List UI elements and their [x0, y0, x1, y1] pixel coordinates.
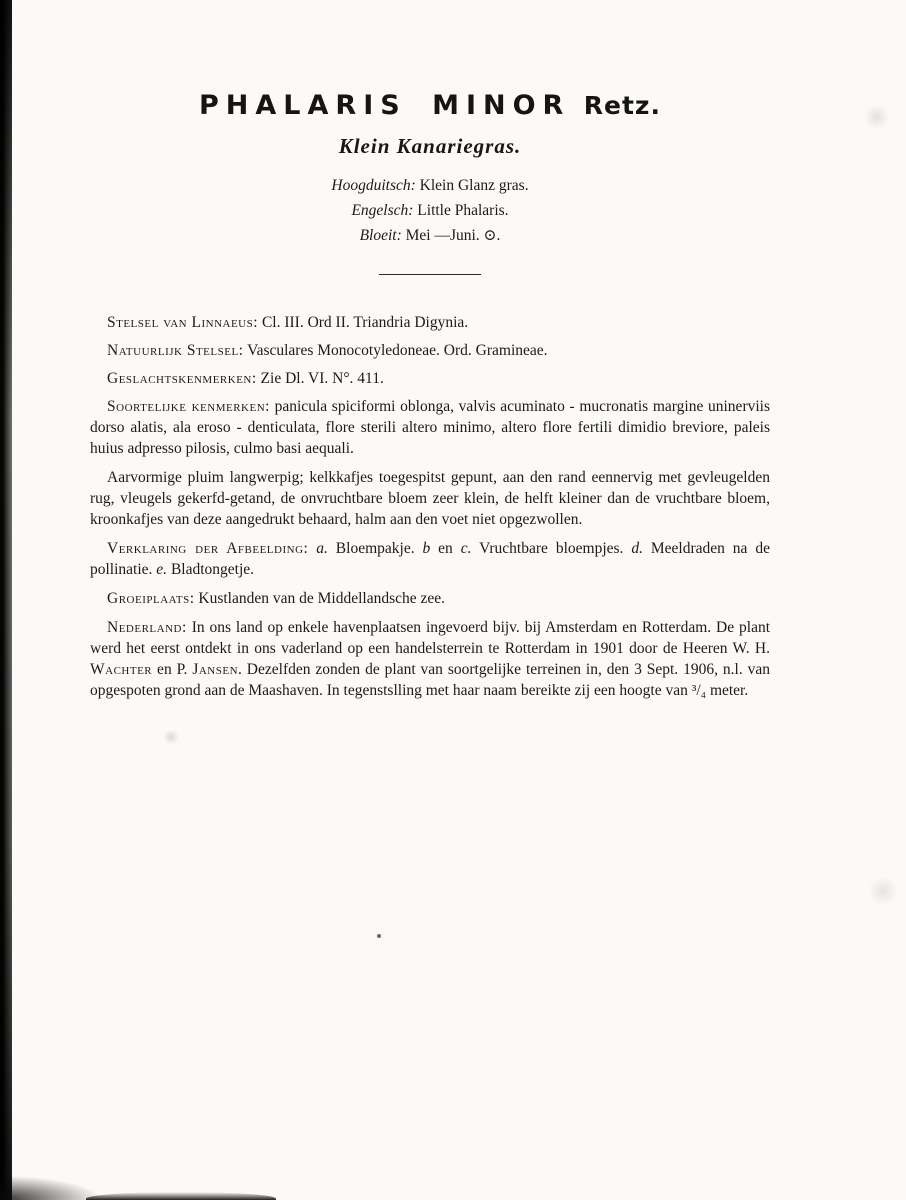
section-genus-characters	[90, 368, 770, 389]
section-text: panicula spiciformi oblonga, valvis acuminato - mucronatis margine uninerviis dorso alatis, ala eroso - denticulata, flore sterili altero minimo, altero flore fertili dimidio breviore, paleis huius adpresso pilosis, culmo basi aequali.	[90, 398, 770, 457]
header-label: Hoogduitsch:	[331, 177, 416, 194]
header-lines	[90, 173, 770, 248]
section-text: Zie Dl. VI. N°. 411.	[260, 370, 384, 387]
header-text: Mei —Juni. ⊙.	[405, 227, 501, 244]
scan-artifact	[868, 876, 898, 906]
scan-artifact	[377, 934, 381, 938]
page-subtitle: Klein Kanariegras.	[338, 134, 522, 158]
header-line-hoogduitsch	[90, 173, 770, 198]
scan-edge-left	[0, 0, 12, 1200]
section-label: Geslachtskenmerken:	[107, 370, 257, 387]
section-figure-explanation	[90, 538, 770, 580]
section-label: Natuurlijk Stelsel:	[107, 342, 244, 359]
section-label: Nederland:	[107, 619, 187, 636]
section-text: Kustlanden van de Middellandsche zee.	[198, 590, 446, 607]
scan-artifact	[162, 730, 180, 744]
section-species-characters	[90, 396, 770, 459]
scan-artifact	[864, 104, 890, 130]
section-text: en P.	[152, 661, 193, 678]
section-text: Bladtongetje.	[167, 561, 255, 578]
section-natural-system	[90, 340, 770, 361]
species-title-name: PHALARIS MINOR	[199, 90, 571, 121]
section-text: Vruchtbare bloempjes.	[471, 540, 632, 557]
scan-edge-bottom	[86, 1192, 276, 1200]
section-text: In ons land op enkele havenplaatsen ingevoerd bijv. bij Amsterdam en Rotterdam. De plant werd het eerst ontdekt in ons vaderland op een handelsterrein te Rotterdam in 1901 door de Heeren W. H.	[90, 619, 771, 657]
header-label: Bloeit:	[359, 227, 402, 244]
figure-letter: b	[422, 540, 431, 557]
body-text	[90, 312, 770, 701]
section-text: Cl. III. Ord II. Triandria Digynia.	[261, 314, 469, 331]
section-text: . Dezelfden zonden de plant van soortgelijke terreinen in, den 3 Sept. 1906, n.l. van opgespoten grond aan de Maashaven. In tegenstslling met haar naam bereikte zij een hoogte van ³/₄ meter.	[90, 661, 770, 699]
scan-corner-bottom-left	[0, 1176, 100, 1200]
header-label: Engelsch:	[351, 202, 414, 219]
section-habitat	[90, 588, 770, 609]
section-label: Groeiplaats:	[107, 590, 195, 607]
header-text: Klein Glanz gras.	[419, 177, 529, 194]
figure-letter: a.	[316, 540, 328, 557]
section-text: Vasculares Monocotyledoneae. Ord. Gramineae.	[247, 342, 548, 359]
section-text: Bloempakje.	[327, 540, 423, 557]
figure-letter: e.	[156, 561, 168, 578]
figure-letter: c.	[460, 540, 472, 557]
header-line-bloeit	[90, 223, 770, 248]
section-text: Aarvormige pluim langwerpig; kelkkafjes toegespitst gepunt, aan den rand eennervig met gevleugelden rug, vleugels gekerfd-getand, de onvruchtbare bloem zeer klein, de helft kleiner dan de vruchtbare bloem, kroonkafjes van deze aangedrukt behaard, halm aan den voet niet opgezwollen.	[90, 469, 770, 528]
section-text: Meeldraden na de pollinatie.	[90, 540, 770, 578]
species-title-author: Retz.	[583, 91, 661, 120]
header-text: Little Phalaris.	[417, 202, 509, 219]
person-name: Wachter	[90, 661, 153, 678]
header-line-engelsch	[90, 198, 770, 223]
section-label: Stelsel van Linnaeus:	[107, 314, 259, 331]
section-netherlands	[90, 617, 770, 701]
section-description	[90, 467, 770, 530]
page-title	[90, 90, 770, 122]
page-content	[90, 0, 770, 701]
figure-letter: d.	[631, 540, 643, 557]
section-text: en	[430, 540, 461, 557]
separator-rule	[379, 274, 481, 275]
section-label: Verklaring der Afbeelding:	[107, 540, 309, 557]
person-name: Jansen	[192, 661, 239, 678]
section-label: Soortelijke kenmerken:	[107, 398, 270, 415]
section-linnaeus	[90, 312, 770, 333]
